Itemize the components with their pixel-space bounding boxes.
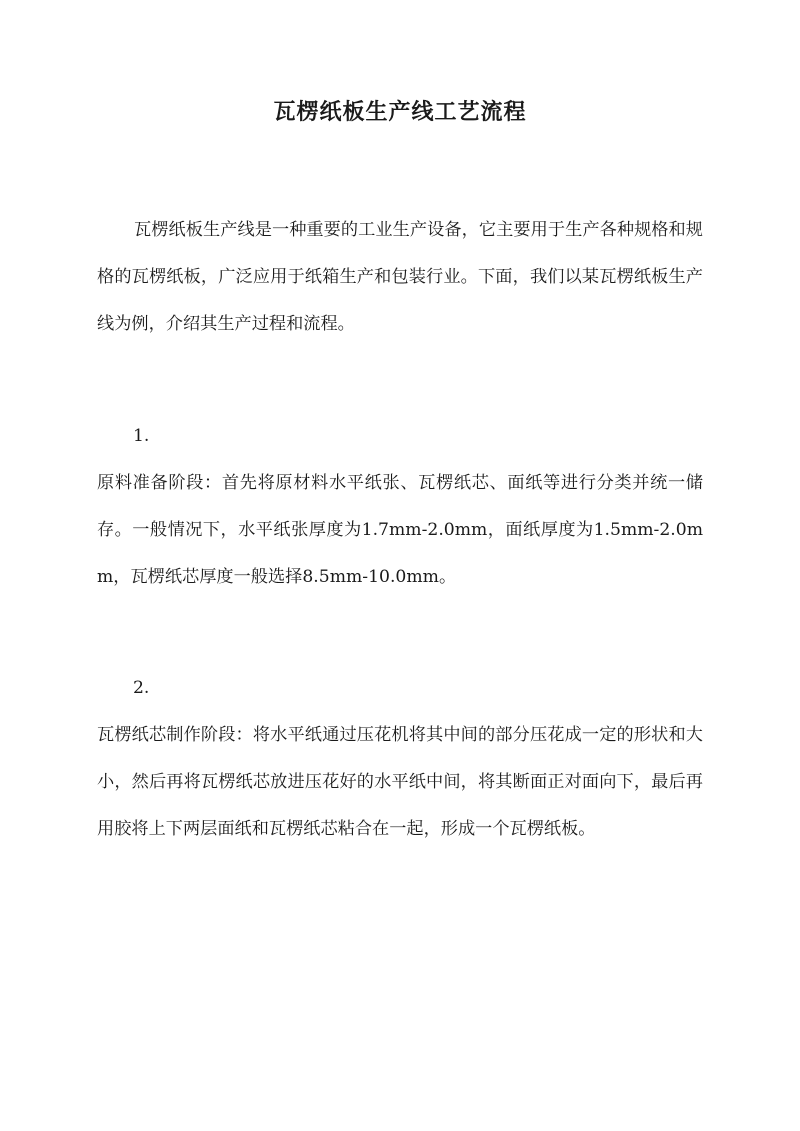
document-title: 瓦楞纸板生产线工艺流程 [273,99,527,125]
section-paragraph: 原料准备阶段：首先将原材料水平纸张、瓦楞纸芯、面纸等进行分类并统一储存。一般情况下，水平纸张厚度为1.7mm-2.0mm，面纸厚度为1.5mm-2.0mm，瓦楞纸芯厚度一般选择8.5mm-10.0mm。 [97,473,703,587]
section-number: 2. [133,678,150,698]
intro-paragraph: 瓦楞纸板生产线是一种重要的工业生产设备，它主要用于生产各种规格和规格的瓦楞纸板，广泛应用于纸箱生产和包装行业。下面，我们以某瓦楞纸板生产线为例，介绍其生产过程和流程。 [97,220,703,334]
section-paragraph: 瓦楞纸芯制作阶段：将水平纸通过压花机将其中间的部分压花成一定的形状和大小，然后再将瓦楞纸芯放进压花好的水平纸中间，将其断面正对面向下，最后再用胶将上下两层面纸和瓦楞纸芯粘合在一起，形成一个瓦楞纸板。 [97,725,703,839]
section-number: 1. [133,426,150,446]
